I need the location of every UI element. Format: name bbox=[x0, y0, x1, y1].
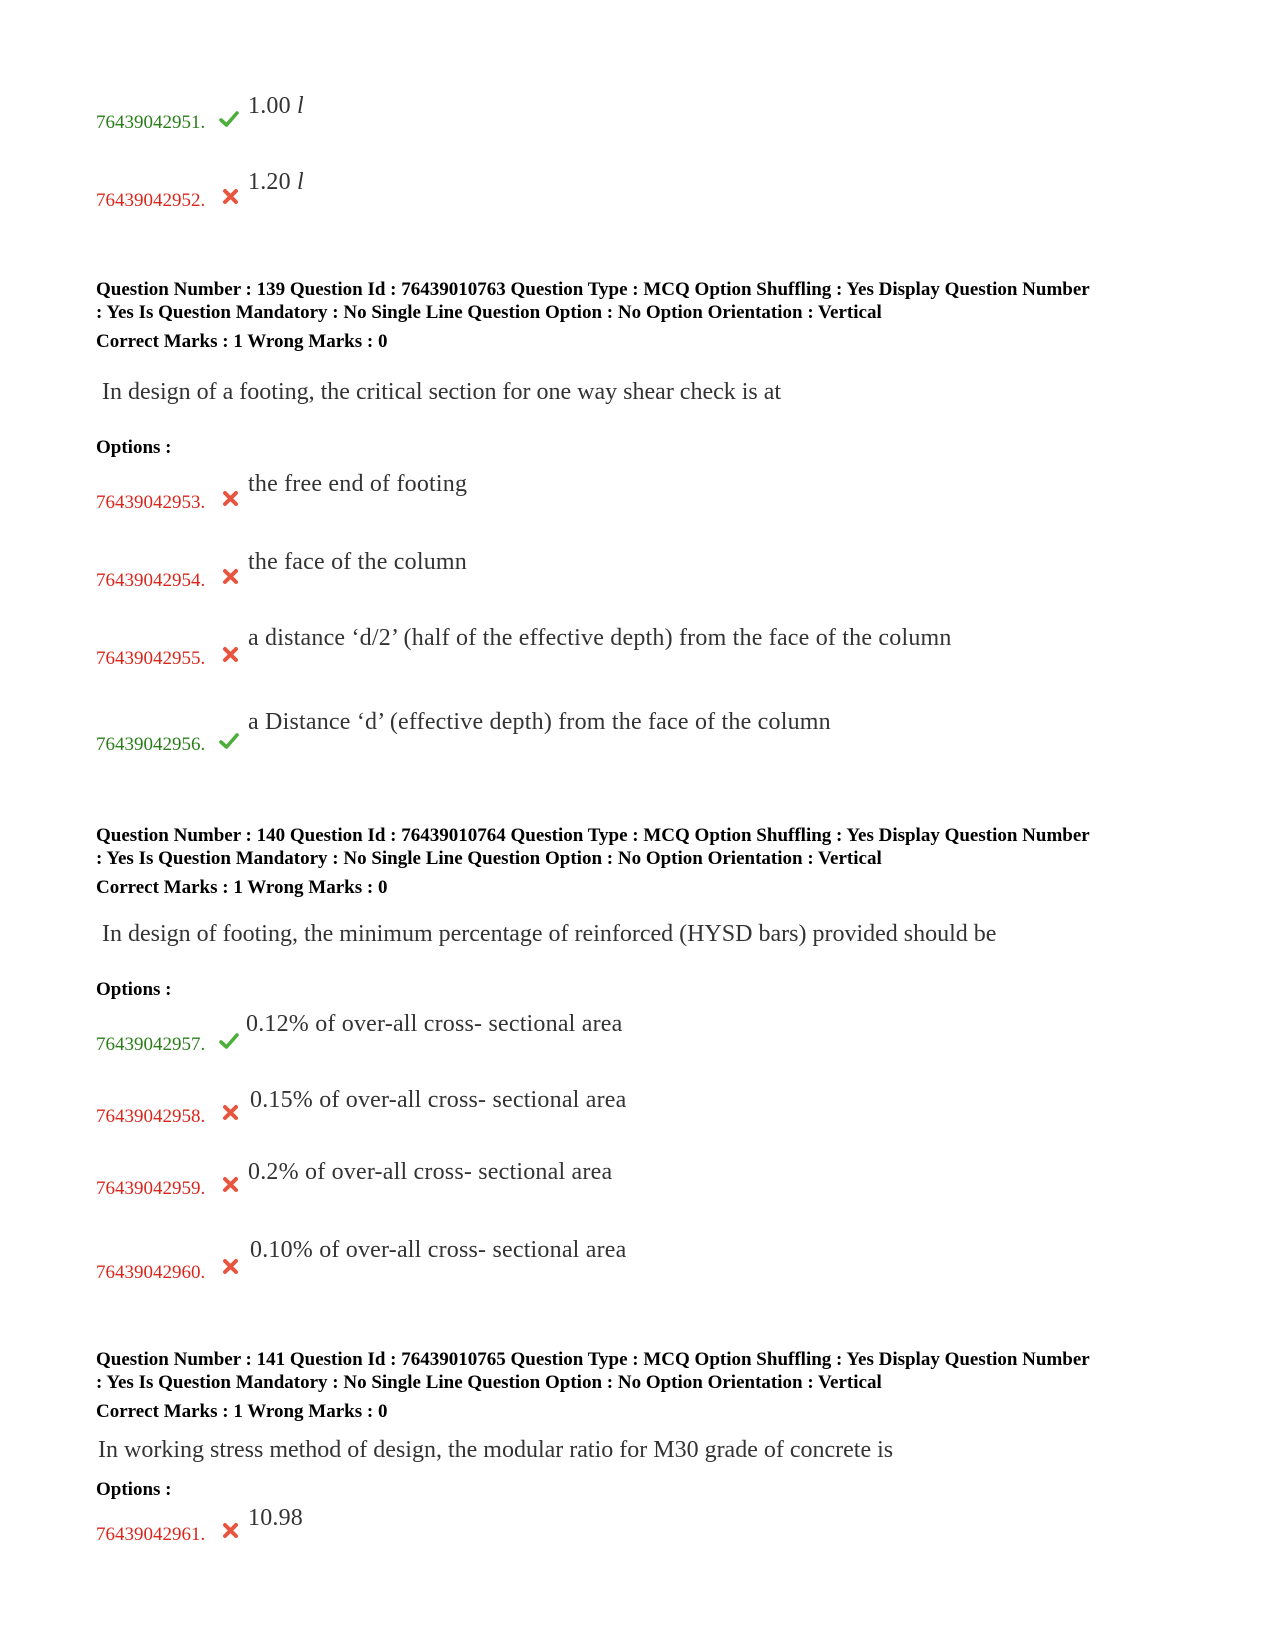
check-icon bbox=[218, 1030, 240, 1052]
option-text: the free end of footing bbox=[248, 471, 468, 497]
option-id: 76439042951. bbox=[96, 112, 206, 133]
option-id: 76439042961. bbox=[96, 1524, 206, 1545]
options-label: Options : bbox=[96, 979, 172, 1000]
option-text: the face of the column bbox=[248, 549, 467, 575]
question-header: Question Number : 140 Question Id : 76439010764 Question Type : MCQ Option Shuffling : Yes Display Question Number : Yes Is Question Mandatory : No Single Line Question Option : No Option Orientation : Vertical bbox=[96, 825, 1090, 869]
option-text: a Distance ‘d’ (effective depth) from the face of the column bbox=[248, 709, 831, 735]
option-id: 76439042960. bbox=[96, 1262, 206, 1283]
options-label: Options : bbox=[96, 1479, 172, 1500]
check-icon bbox=[218, 108, 240, 130]
question-marks: Correct Marks : 1 Wrong Marks : 0 bbox=[96, 331, 388, 352]
cross-icon bbox=[220, 1520, 242, 1542]
question-header: Question Number : 141 Question Id : 76439010765 Question Type : MCQ Option Shuffling : Yes Display Question Number : Yes Is Question Mandatory : No Single Line Question Option : No Option Orientation : Vertical bbox=[96, 1349, 1090, 1393]
cross-icon bbox=[220, 566, 242, 588]
cross-icon bbox=[220, 1102, 242, 1124]
option-text: 0.10% of over-all cross- sectional area bbox=[250, 1237, 627, 1263]
option-text: 1.00 l bbox=[248, 93, 304, 119]
question-marks: Correct Marks : 1 Wrong Marks : 0 bbox=[96, 1401, 388, 1422]
option-text: a distance ‘d/2’ (half of the effective depth) from the face of the column bbox=[248, 625, 952, 651]
cross-icon bbox=[220, 488, 242, 510]
option-id: 76439042952. bbox=[96, 190, 206, 211]
question-header: Question Number : 139 Question Id : 76439010763 Question Type : MCQ Option Shuffling : Yes Display Question Number : Yes Is Question Mandatory : No Single Line Question Option : No Option Orientation : Vertical bbox=[96, 279, 1090, 323]
question-text: In design of footing, the minimum percentage of reinforced (HYSD bars) provided should be bbox=[102, 921, 997, 947]
question-marks: Correct Marks : 1 Wrong Marks : 0 bbox=[96, 877, 388, 898]
option-text: 0.12% of over-all cross- sectional area bbox=[246, 1011, 623, 1037]
option-id: 76439042954. bbox=[96, 570, 206, 591]
cross-icon bbox=[220, 1256, 242, 1278]
cross-icon bbox=[220, 644, 242, 666]
check-icon bbox=[218, 730, 240, 752]
option-text: 1.20 l bbox=[248, 169, 304, 195]
option-text: 10.98 bbox=[248, 1505, 303, 1531]
options-label: Options : bbox=[96, 437, 172, 458]
option-id: 76439042956. bbox=[96, 734, 206, 755]
option-id: 76439042957. bbox=[96, 1034, 206, 1055]
option-id: 76439042955. bbox=[96, 648, 206, 669]
option-text: 0.2% of over-all cross- sectional area bbox=[248, 1159, 613, 1185]
option-id: 76439042953. bbox=[96, 492, 206, 513]
cross-icon bbox=[220, 186, 242, 208]
option-id: 76439042958. bbox=[96, 1106, 206, 1127]
option-id: 76439042959. bbox=[96, 1178, 206, 1199]
question-text: In design of a footing, the critical section for one way shear check is at bbox=[102, 379, 782, 405]
question-text: In working stress method of design, the modular ratio for M30 grade of concrete is bbox=[98, 1437, 894, 1463]
option-text: 0.15% of over-all cross- sectional area bbox=[250, 1087, 627, 1113]
cross-icon bbox=[220, 1174, 242, 1196]
